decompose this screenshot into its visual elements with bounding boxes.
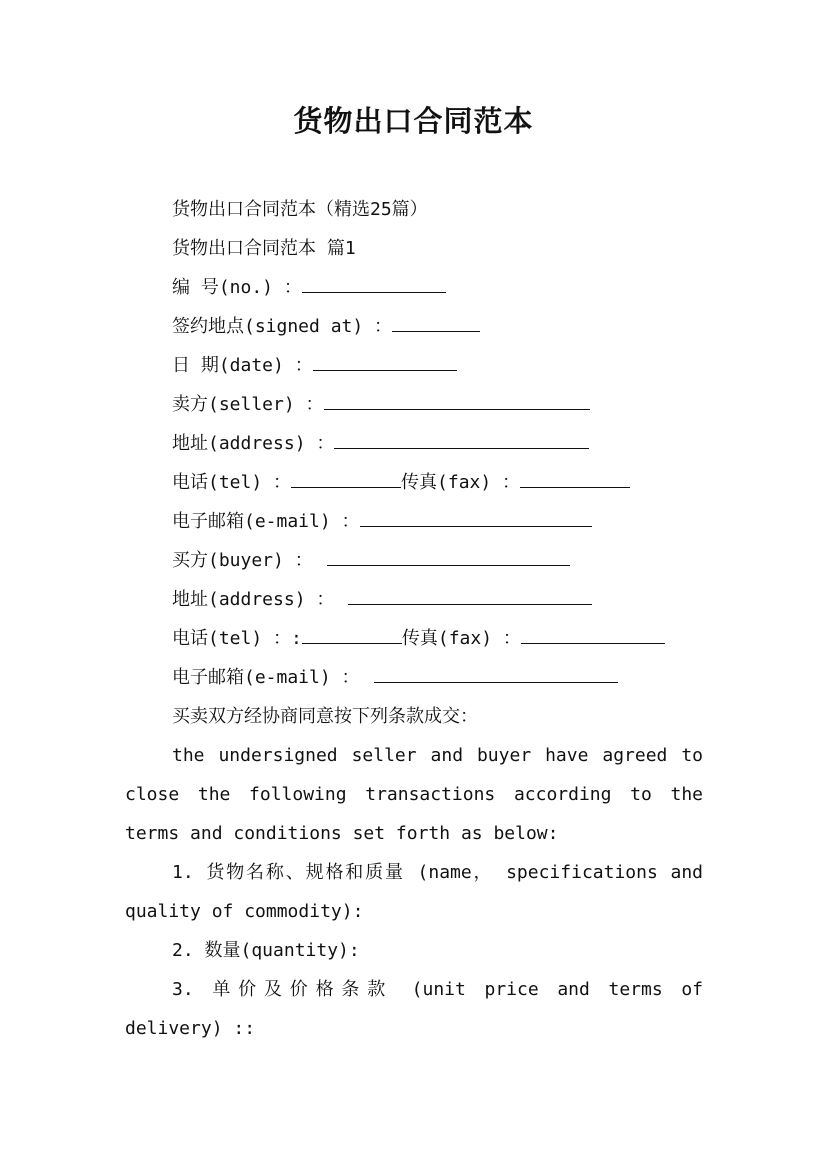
blank-line	[520, 465, 630, 488]
clause-3: 3. 单价及价格条款 (unit price and terms of delivery) ::	[125, 979, 703, 1039]
blank-line	[313, 348, 457, 371]
field-contract-number	[125, 268, 703, 307]
field-label: 日 期(date) ：	[172, 355, 313, 376]
field-buyer-email	[125, 658, 703, 697]
field-seller-address	[125, 424, 703, 463]
blank-line	[324, 387, 590, 410]
clause-1: 1. 货物名称、规格和质量 (name， specifications and quality of commodity):	[125, 862, 703, 922]
field-buyer	[125, 541, 703, 580]
field-date	[125, 346, 703, 385]
field-seller	[125, 385, 703, 424]
blank-line	[360, 504, 592, 527]
field-label: 电子邮箱(e-mail) ：	[172, 511, 360, 532]
field-label: 编 号(no.) ：	[172, 277, 302, 298]
field-label: 传真(fax) ：	[401, 628, 521, 649]
field-label: 地址(address) ：	[172, 589, 335, 610]
field-label: 买方(buyer) ：	[172, 550, 313, 571]
blank-line	[302, 270, 446, 293]
blank-line	[327, 543, 570, 566]
subtitle-line: 货物出口合同范本（精选25篇）	[172, 199, 428, 220]
section-line: 货物出口合同范本 篇1	[172, 238, 356, 259]
blank-line	[334, 426, 589, 449]
field-label: 卖方(seller) ：	[172, 394, 324, 415]
field-seller-tel-fax	[125, 463, 703, 502]
field-label: 地址(address) ：	[172, 433, 335, 454]
clause-2: 2. 数量(quantity):	[172, 940, 360, 961]
blank-line	[302, 621, 402, 644]
field-label: 传真(fax) ：	[401, 472, 521, 493]
field-label: 电子邮箱(e-mail) ：	[172, 667, 360, 688]
blank-line	[374, 660, 618, 683]
blank-line	[392, 309, 480, 332]
blank-line	[521, 621, 665, 644]
blank-line	[348, 582, 592, 605]
field-buyer-tel-fax	[125, 619, 703, 658]
agreement-english: the undersigned seller and buyer have agreed to close the following transactions according to the terms and conditions set forth as below:	[125, 745, 703, 844]
field-label: 电话(tel) ：	[172, 472, 292, 493]
document-title: 货物出口合同范本	[293, 104, 534, 138]
field-seller-email	[125, 502, 703, 541]
agreement-chinese: 买卖双方经协商同意按下列条款成交：	[172, 706, 478, 727]
field-label: 签约地点(signed at) ：	[172, 316, 393, 337]
blank-line	[291, 465, 401, 488]
field-label: 电话(tel) ：:	[172, 628, 302, 649]
field-buyer-address	[125, 580, 703, 619]
document-body	[125, 190, 703, 1048]
field-signed-at	[125, 307, 703, 346]
